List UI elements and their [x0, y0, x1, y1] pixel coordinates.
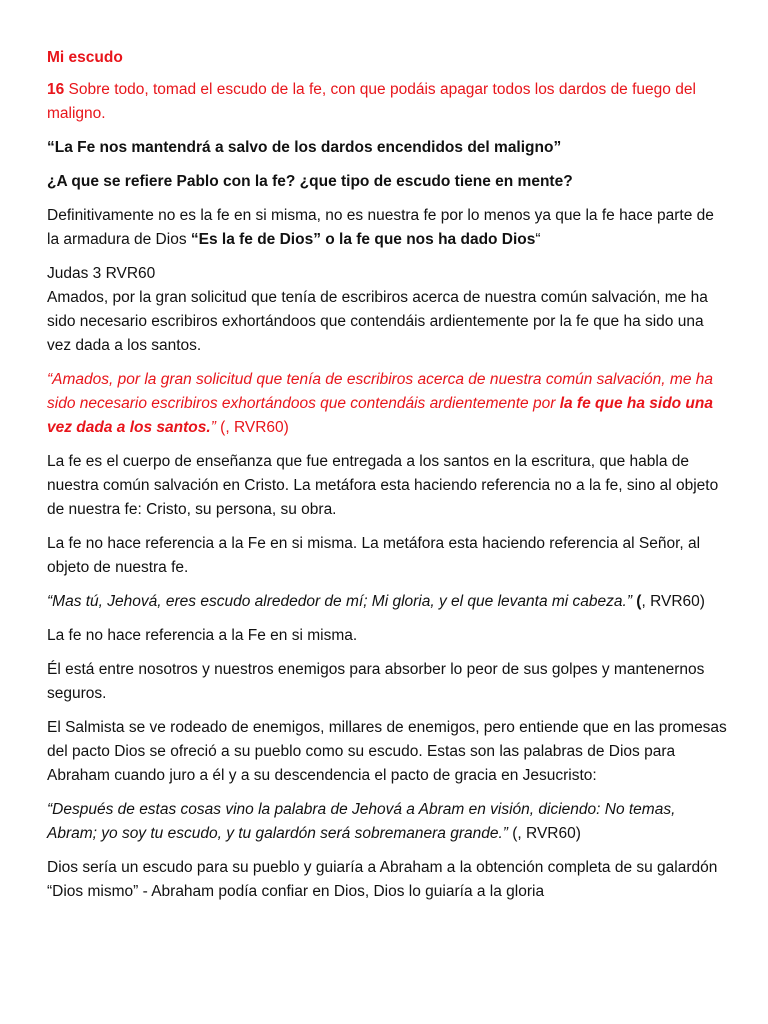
question: ¿A que se refiere Pablo con la fe? ¿que tipo de escudo tiene en mente? — [47, 173, 573, 190]
emphasis-text: “Es la fe de Dios — [190, 231, 314, 248]
paragraph-text: Definitivamente no es la fe en si misma, no es nuestra fe por lo menos ya que la fe hace parte de la armadura de Dios — [47, 207, 714, 248]
paragraph-between-enemies: Él está entre nosotros y nuestros enemigos para absorber lo peor de sus golpes y mantenernos seguros. — [47, 661, 705, 702]
psalm-quote — [47, 590, 728, 614]
quote-citation: (, RVR60) — [507, 825, 581, 842]
quote-emphasis: la fe que ha sido una vez dada a los santos. — [47, 395, 713, 436]
closing-quote: “ — [535, 231, 541, 248]
paragraph-faith-of-god — [47, 204, 728, 252]
quote-close: ” — [210, 419, 216, 436]
verse-16 — [47, 78, 728, 126]
verse-text: Sobre todo, tomad el escudo de la fe, con que podáis apagar todos los dardos de fuego del maligno. — [47, 81, 696, 122]
verse-number: 16 — [47, 81, 65, 98]
paragraph-faith-short: La fe no hace referencia a la Fe en si misma. — [47, 627, 358, 644]
quote-text: “Amados, por la gran solicitud que tenía de escribiros acerca de nuestra común salvación, me ha sido necesario escribiros exhortándoos que contendáis ardientemente por — [47, 371, 713, 412]
paragraph-faith-not-itself: La fe no hace referencia a la Fe en si misma. La metáfora esta haciendo referencia al Señor, al objeto de nuestra fe. — [47, 535, 701, 576]
quote-text: “Mas tú, Jehová, eres escudo alrededor de mí; Mi gloria, y el que levanta mi cabeza.” — [47, 593, 632, 610]
genesis-quote — [47, 798, 728, 846]
key-quote: “La Fe nos mantendrá a salvo de los dardos encendidos del maligno” — [47, 139, 562, 156]
judas-quote — [47, 368, 728, 440]
judas-text: Amados, por la gran solicitud que tenía de escribiros acerca de nuestra común salvación, me ha sido necesario escribiros exhortándoos que contendáis ardientemente por la fe que ha sido una vez dada a los santos. — [47, 289, 708, 354]
paragraph-body-of-teaching: La fe es el cuerpo de enseñanza que fue entregada a los santos en la escritura, que habla de nuestra común salvación en Cristo. La metáfora esta haciendo referencia no a la fe, sino al objeto de nuestra fe: Cristo, su persona, su obra. — [47, 453, 719, 518]
quote-paren: ( — [631, 593, 642, 610]
emphasis-text: ” o la fe que nos ha dado Dios — [313, 231, 536, 248]
page-title: Mi escudo — [47, 49, 123, 66]
quote-citation: , RVR60) — [641, 593, 705, 610]
quote-text: “Después de estas cosas vino la palabra de Jehová a Abram en visión, diciendo: No temas, Abram; yo soy tu escudo, y tu galardón será sobremanera grande.” — [47, 801, 676, 842]
paragraph-psalmist: El Salmista se ve rodeado de enemigos, millares de enemigos, pero entiende que en las promesas del pacto Dios se ofreció a su pueblo como su escudo. Estas son las palabras de Dios para Abraham cuando juro a él y a su descendencia el pacto de gracia en Jesucristo: — [47, 719, 727, 784]
judas-reference: Judas 3 RVR60 — [47, 265, 156, 282]
paragraph-god-shield: Dios sería un escudo para su pueblo y guiaría a Abraham a la obtención completa de su galardón “Dios mismo” - Abraham podía confiar en Dios, Dios lo guiaría a la gloria — [47, 859, 718, 900]
quote-citation: (, RVR60) — [215, 419, 289, 436]
